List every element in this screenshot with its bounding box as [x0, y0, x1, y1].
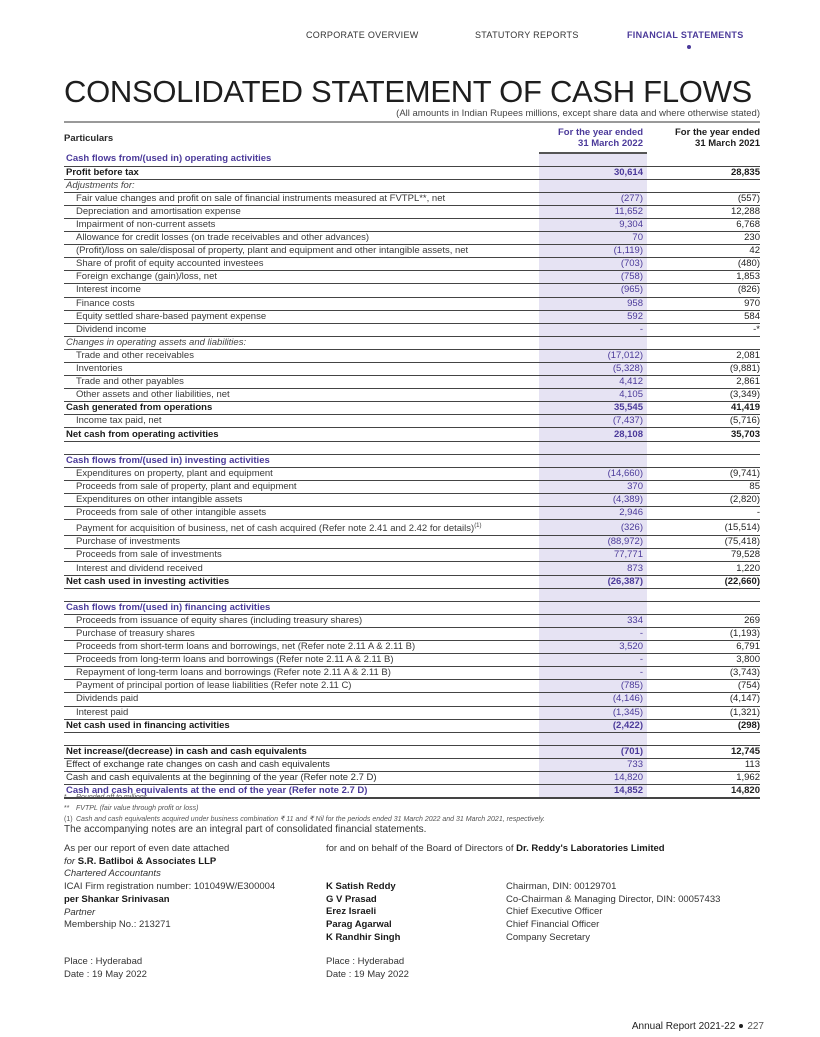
- value-fy2021: [647, 732, 760, 745]
- row-label: Payment for acquisition of business, net of cash acquired (Refer note 2.41 and 2.42 for details)$^{(1)}$: [64, 520, 539, 536]
- table-row: [64, 680, 760, 693]
- table-row: [64, 549, 760, 562]
- row-label: Dividends paid: [64, 693, 539, 706]
- board-date: Date : 19 May 2022: [326, 968, 409, 980]
- value-fy2022: 14,852: [539, 785, 647, 799]
- row-label: [64, 588, 539, 601]
- footnote-text: Rounded off to millions.: [76, 794, 150, 801]
- value-fy2021: [647, 336, 760, 349]
- value-fy2022: 11,652: [539, 205, 647, 218]
- active-section-dot-icon: [687, 45, 691, 49]
- table-row: [64, 323, 760, 336]
- table-row: [64, 693, 760, 706]
- row-label: Proceeds from long-term loans and borrowings (Refer note 2.11 A & 2.11 B): [64, 654, 539, 667]
- value-fy2021: 85: [647, 480, 760, 493]
- value-fy2022: 9,304: [539, 218, 647, 231]
- row-label: Allowance for credit losses (on trade receivables and other advances): [64, 232, 539, 245]
- row-label: Net cash used in financing activities: [64, 719, 539, 732]
- value-fy2021: 230: [647, 232, 760, 245]
- row-label: Impairment of non-current assets: [64, 218, 539, 231]
- value-fy2022: 3,520: [539, 641, 647, 654]
- value-fy2022: (277): [539, 192, 647, 205]
- table-row: [64, 258, 760, 271]
- nav-corporate-overview[interactable]: CORPORATE OVERVIEW: [306, 30, 419, 40]
- value-fy2022: 70: [539, 232, 647, 245]
- row-label: Dividend income: [64, 323, 539, 336]
- value-fy2021: 35,703: [647, 428, 760, 441]
- value-fy2022: 958: [539, 297, 647, 310]
- page-number: 227: [747, 1021, 764, 1032]
- table-row: [64, 192, 760, 205]
- value-fy2021: 1,962: [647, 771, 760, 784]
- header-particulars: Particulars: [64, 133, 114, 144]
- table-body: [64, 153, 760, 798]
- table-row: [64, 758, 760, 771]
- value-fy2021: 42: [647, 245, 760, 258]
- value-fy2021: (5,716): [647, 415, 760, 428]
- table-row: [64, 336, 760, 349]
- row-label: Purchase of investments: [64, 536, 539, 549]
- value-fy2021: 41,419: [647, 402, 760, 415]
- value-fy2021: (2,820): [647, 493, 760, 506]
- row-label: Proceeds from sale of investments: [64, 549, 539, 562]
- header-fy2022-line1: For the year ended: [558, 127, 643, 138]
- value-fy2021: -*: [647, 323, 760, 336]
- table-row: [64, 771, 760, 784]
- signatory-title: Company Secretary: [506, 931, 590, 943]
- table-row: [64, 297, 760, 310]
- board-intro-text: for and on behalf of the Board of Directors of: [326, 843, 517, 854]
- cash-flow-table-container: [64, 121, 760, 799]
- bullet-icon: [739, 1024, 743, 1028]
- row-label: Interest and dividend received: [64, 562, 539, 575]
- board-place-date: [326, 956, 409, 981]
- row-label: Purchase of treasury shares: [64, 627, 539, 640]
- row-label: Proceeds from issuance of equity shares (including treasury shares): [64, 614, 539, 627]
- auditor-place: Place : Hyderabad: [64, 956, 143, 967]
- table-row: [64, 520, 760, 536]
- board-signatory-titles: [506, 881, 720, 945]
- value-fy2021: 1,220: [647, 562, 760, 575]
- value-fy2022: (26,387): [539, 575, 647, 588]
- table-row: [64, 507, 760, 520]
- value-fy2021: 970: [647, 297, 760, 310]
- table-row: [64, 706, 760, 719]
- value-fy2022: -: [539, 667, 647, 680]
- value-fy2022: 2,946: [539, 507, 647, 520]
- table-row: [64, 415, 760, 428]
- row-label: Repayment of long-term loans and borrowings (Refer note 2.11 A & 2.11 B): [64, 667, 539, 680]
- row-label: Net cash used in investing activities: [64, 575, 539, 588]
- header-fy2022-line2: 31 March 2022: [578, 138, 643, 149]
- footnote-mark: **: [64, 805, 70, 812]
- row-label: Cash flows from/(used in) financing activities: [64, 601, 539, 614]
- accompanying-note: The accompanying notes are an integral part of consolidated financial statements.: [64, 824, 427, 835]
- spacer-row: [64, 588, 760, 601]
- value-fy2022: 4,412: [539, 376, 647, 389]
- table-row: [64, 349, 760, 362]
- table-row: [64, 654, 760, 667]
- row-label: Net cash from operating activities: [64, 428, 539, 441]
- value-fy2021: 113: [647, 758, 760, 771]
- value-fy2021: (4,147): [647, 693, 760, 706]
- table-row: [64, 627, 760, 640]
- row-label: Share of profit of equity accounted investees: [64, 258, 539, 271]
- section-header-row: [64, 454, 760, 467]
- value-fy2021: 14,820: [647, 785, 760, 799]
- row-label: Net increase/(decrease) in cash and cash equivalents: [64, 745, 539, 758]
- value-fy2021: 584: [647, 310, 760, 323]
- value-fy2021: [647, 588, 760, 601]
- value-fy2022: (4,146): [539, 693, 647, 706]
- value-fy2022: 592: [539, 310, 647, 323]
- table-row: [64, 575, 760, 588]
- row-label: Changes in operating assets and liabilities:: [64, 336, 539, 349]
- signatory-title: Co-Chairman & Managing Director, DIN: 00057433: [506, 893, 721, 905]
- value-fy2022: [539, 153, 647, 166]
- table-row: [64, 271, 760, 284]
- value-fy2022: (758): [539, 271, 647, 284]
- table-row: [64, 402, 760, 415]
- value-fy2022: (17,012): [539, 349, 647, 362]
- value-fy2022: [539, 601, 647, 614]
- section-header-row: [64, 153, 760, 166]
- value-fy2021: (754): [647, 680, 760, 693]
- value-fy2021: 28,835: [647, 166, 760, 179]
- row-label: Interest income: [64, 284, 539, 297]
- table-header-row: [64, 122, 760, 153]
- signatory-title: Chief Executive Officer: [506, 906, 603, 918]
- table-row: [64, 667, 760, 680]
- row-label: Trade and other payables: [64, 376, 539, 389]
- table-row: [64, 614, 760, 627]
- signatory-name: K Randhir Singh: [326, 931, 401, 943]
- value-fy2021: [647, 441, 760, 454]
- table-row: [64, 179, 760, 192]
- auditor-firm-line: [64, 856, 275, 869]
- value-fy2022: 334: [539, 614, 647, 627]
- header-fy2021: [647, 122, 760, 153]
- table-row: [64, 785, 760, 799]
- auditor-role: Partner: [64, 906, 96, 918]
- value-fy2021: (1,321): [647, 706, 760, 719]
- row-label: Income tax paid, net: [64, 415, 539, 428]
- value-fy2021: 1,853: [647, 271, 760, 284]
- table-row: [64, 166, 760, 179]
- footnote-text: Cash and cash equivalents acquired under business combination ₹ 11 and ₹ Nil for the periods ended 31 March 2022 and 31 March 2021, respectively.: [76, 816, 545, 823]
- value-fy2022: (326): [539, 520, 647, 536]
- value-fy2021: (9,741): [647, 467, 760, 480]
- value-fy2021: 6,768: [647, 218, 760, 231]
- value-fy2021: 12,745: [647, 745, 760, 758]
- board-place: Place : Hyderabad: [326, 956, 405, 967]
- row-label: Cash and cash equivalents at the end of the year (Refer note 2.7 D): [64, 785, 539, 799]
- row-label: [64, 441, 539, 454]
- value-fy2022: (703): [539, 258, 647, 271]
- value-fy2022: [539, 179, 647, 192]
- page-title: CONSOLIDATED STATEMENT OF CASH FLOWS: [64, 74, 752, 109]
- value-fy2021: (75,418): [647, 536, 760, 549]
- value-fy2022: 77,771: [539, 549, 647, 562]
- footnote-ref: (1): [474, 523, 482, 530]
- row-label: Cash and cash equivalents at the beginning of the year (Refer note 2.7 D): [64, 771, 539, 784]
- value-fy2021: (3,743): [647, 667, 760, 680]
- footnote-mark: *: [64, 794, 67, 801]
- value-fy2022: (2,422): [539, 719, 647, 732]
- row-label: (Profit)/loss on sale/disposal of property, plant and equipment and other intangible assets, net: [64, 245, 539, 258]
- value-fy2022: (14,660): [539, 467, 647, 480]
- footnote: [64, 803, 545, 814]
- value-fy2022: 28,108: [539, 428, 647, 441]
- top-navigation: [0, 30, 820, 54]
- auditor-firm: S.R. Batliboi & Associates LLP: [77, 855, 217, 867]
- table-row: [64, 641, 760, 654]
- value-fy2021: (3,349): [647, 389, 760, 402]
- value-fy2021: [647, 601, 760, 614]
- signatory-name: K Satish Reddy: [326, 881, 396, 892]
- row-label: Interest paid: [64, 706, 539, 719]
- value-fy2021: 79,528: [647, 549, 760, 562]
- row-label: Finance costs: [64, 297, 539, 310]
- value-fy2022: (965): [539, 284, 647, 297]
- cash-flow-table: [64, 121, 760, 799]
- header-fy2021-line1: For the year ended: [675, 127, 760, 138]
- row-label: Inventories: [64, 363, 539, 376]
- value-fy2022: (88,972): [539, 536, 647, 549]
- value-fy2021: (15,514): [647, 520, 760, 536]
- nav-statutory-reports[interactable]: STATUTORY REPORTS: [475, 30, 579, 40]
- value-fy2022: (785): [539, 680, 647, 693]
- auditor-signature-block: [64, 843, 275, 932]
- board-intro: [326, 843, 665, 856]
- nav-financial-statements[interactable]: FINANCIAL STATEMENTS: [627, 30, 744, 40]
- auditor-report-line: As per our report of even date attached: [64, 843, 230, 854]
- value-fy2022: 35,545: [539, 402, 647, 415]
- row-label: Fair value changes and profit on sale of financial instruments measured at FVTPL**, net: [64, 192, 539, 205]
- row-label: Depreciation and amortisation expense: [64, 205, 539, 218]
- value-fy2022: (701): [539, 745, 647, 758]
- value-fy2021: (557): [647, 192, 760, 205]
- row-label: Cash flows from/(used in) investing activities: [64, 454, 539, 467]
- section-header-row: [64, 601, 760, 614]
- row-label: Proceeds from sale of other intangible assets: [64, 507, 539, 520]
- auditor-date: Date : 19 May 2022: [64, 968, 147, 980]
- value-fy2022: 14,820: [539, 771, 647, 784]
- value-fy2022: [539, 336, 647, 349]
- value-fy2021: [647, 454, 760, 467]
- value-fy2022: (1,345): [539, 706, 647, 719]
- value-fy2021: 6,791: [647, 641, 760, 654]
- firm-prefix: for: [64, 855, 78, 867]
- value-fy2022: 30,614: [539, 166, 647, 179]
- row-label: Payment of principal portion of lease liabilities (Refer note 2.11 C): [64, 680, 539, 693]
- table-row: [64, 562, 760, 575]
- row-label: Adjustments for:: [64, 179, 539, 192]
- spacer-row: [64, 732, 760, 745]
- table-row: [64, 284, 760, 297]
- value-fy2021: 3,800: [647, 654, 760, 667]
- table-row: [64, 363, 760, 376]
- table-row: [64, 493, 760, 506]
- value-fy2022: (5,328): [539, 363, 647, 376]
- auditor-registration: ICAI Firm registration number: 101049W/E300004: [64, 881, 276, 893]
- signatory-name: Erez Israeli: [326, 906, 377, 918]
- signatory-name: G V Prasad: [326, 893, 377, 905]
- signatory-title: Chairman, DIN: 00129701: [506, 881, 617, 892]
- value-fy2022: (4,389): [539, 493, 647, 506]
- board-signatory-names: [326, 881, 400, 945]
- value-fy2021: (9,881): [647, 363, 760, 376]
- table-row: [64, 389, 760, 402]
- auditor-firm-type: Chartered Accountants: [64, 868, 161, 880]
- header-fy2022: [539, 122, 647, 153]
- signatory-title: Chief Financial Officer: [506, 919, 600, 931]
- value-fy2022: 4,105: [539, 389, 647, 402]
- value-fy2022: -: [539, 323, 647, 336]
- value-fy2021: (480): [647, 258, 760, 271]
- value-fy2021: 12,288: [647, 205, 760, 218]
- value-fy2021: (1,193): [647, 627, 760, 640]
- row-label: Effect of exchange rate changes on cash and cash equivalents: [64, 758, 539, 771]
- signatory-name: Parag Agarwal: [326, 919, 392, 931]
- report-name: Annual Report 2021-22: [631, 1021, 736, 1032]
- value-fy2022: -: [539, 627, 647, 640]
- table-row: [64, 310, 760, 323]
- value-fy2021: -: [647, 507, 760, 520]
- table-row: [64, 467, 760, 480]
- table-row: [64, 218, 760, 231]
- value-fy2022: [539, 588, 647, 601]
- value-fy2021: 269: [647, 614, 760, 627]
- header-fy2021-line2: 31 March 2021: [695, 138, 760, 149]
- value-fy2021: 2,861: [647, 376, 760, 389]
- row-label: Cash flows from/(used in) operating activities: [64, 153, 539, 166]
- row-label: Cash generated from operations: [64, 402, 539, 415]
- row-label: Proceeds from sale of property, plant and equipment: [64, 480, 539, 493]
- row-label: Expenditures on property, plant and equipment: [64, 467, 539, 480]
- value-fy2022: [539, 732, 647, 745]
- auditor-place-date: [64, 956, 147, 981]
- value-fy2022: [539, 441, 647, 454]
- table-row: [64, 480, 760, 493]
- row-label: Profit before tax: [64, 166, 539, 179]
- footnote-mark: (1): [64, 816, 73, 823]
- value-fy2021: [647, 153, 760, 166]
- table-row: [64, 745, 760, 758]
- page-subtitle: (All amounts in Indian Rupees millions, except share data and where otherwise stated): [396, 108, 760, 119]
- table-row: [64, 428, 760, 441]
- company-name: Dr. Reddy's Laboratories Limited: [516, 843, 665, 854]
- value-fy2021: (826): [647, 284, 760, 297]
- value-fy2022: [539, 454, 647, 467]
- table-row: [64, 536, 760, 549]
- row-label: Foreign exchange (gain)/loss, net: [64, 271, 539, 284]
- spacer-row: [64, 441, 760, 454]
- value-fy2021: (298): [647, 719, 760, 732]
- value-fy2021: 2,081: [647, 349, 760, 362]
- value-fy2022: (7,437): [539, 415, 647, 428]
- value-fy2022: 370: [539, 480, 647, 493]
- auditor-signatory: per Shankar Srinivasan: [64, 893, 170, 905]
- value-fy2022: (1,119): [539, 245, 647, 258]
- row-label: Equity settled share-based payment expense: [64, 310, 539, 323]
- row-label: [64, 732, 539, 745]
- table-row: [64, 719, 760, 732]
- page-footer: [632, 1021, 764, 1032]
- value-fy2022: 733: [539, 758, 647, 771]
- value-fy2022: -: [539, 654, 647, 667]
- row-label: Expenditures on other intangible assets: [64, 493, 539, 506]
- table-row: [64, 376, 760, 389]
- value-fy2021: (22,660): [647, 575, 760, 588]
- value-fy2022: 873: [539, 562, 647, 575]
- value-fy2021: [647, 179, 760, 192]
- table-row: [64, 205, 760, 218]
- row-label: Trade and other receivables: [64, 349, 539, 362]
- table-row: [64, 232, 760, 245]
- row-label: Other assets and other liabilities, net: [64, 389, 539, 402]
- footnote-text: FVTPL (fair value through profit or loss): [76, 805, 199, 812]
- auditor-membership: Membership No.: 213271: [64, 919, 171, 931]
- table-row: [64, 245, 760, 258]
- row-label: Proceeds from short-term loans and borrowings, net (Refer note 2.11 A & 2.11 B): [64, 641, 539, 654]
